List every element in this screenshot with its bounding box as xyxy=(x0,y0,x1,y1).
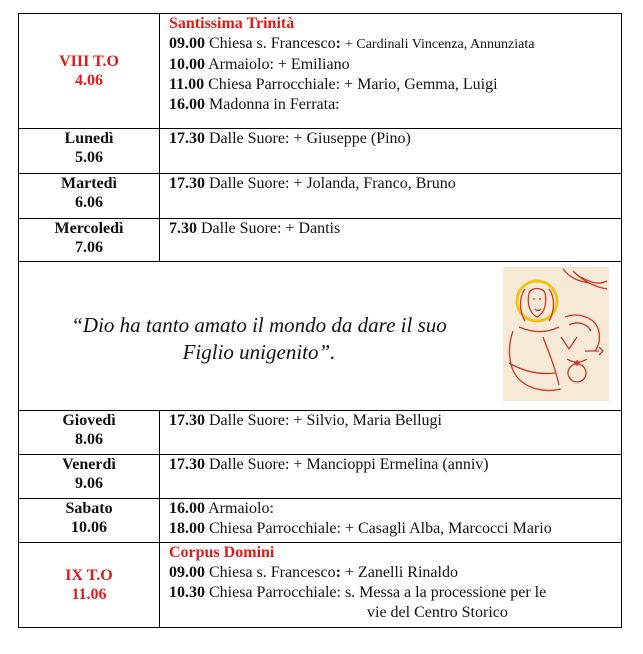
date: 11.06 xyxy=(71,586,107,603)
day-cell xyxy=(19,129,160,174)
events-cell xyxy=(160,543,622,628)
schedule-row-sunday-11-06 xyxy=(19,543,622,628)
event-line: 10.00 Armaiolo: + Emiliano xyxy=(169,56,350,73)
date: 6.06 xyxy=(75,194,103,211)
quote-line-1: “Dio ha tanto amato il mondo da dare il suo xyxy=(71,313,447,337)
day-cell xyxy=(19,14,160,129)
events-cell xyxy=(160,455,622,499)
day-cell xyxy=(19,543,160,628)
feast-title: Corpus Domini xyxy=(169,544,275,561)
feast-title: Santissima Trinità xyxy=(169,15,295,32)
schedule-row-sunday-4-06 xyxy=(19,14,622,129)
schedule-row-monday xyxy=(19,129,622,174)
liturgical-week: VIII T.O xyxy=(59,53,119,70)
schedule-row-friday xyxy=(19,455,622,499)
schedule-row-thursday xyxy=(19,411,622,455)
date: 5.06 xyxy=(75,149,103,166)
event-line: 09.00 Chiesa s. Francesco: + Cardinali Vincenza, Annunziata xyxy=(169,35,535,52)
event-line: 10.30 Chiesa Parrocchiale: s. Messa a la processione per le xyxy=(169,584,547,601)
christ-illustration-icon xyxy=(503,267,609,401)
date: 9.06 xyxy=(75,475,103,492)
day-cell xyxy=(19,499,160,543)
event-line-continuation: vie del Centro Storico xyxy=(367,604,508,621)
weekday: Martedì xyxy=(61,175,117,192)
event-line: 18.00 Chiesa Parrocchiale: + Casagli Alba, Marcocci Mario xyxy=(169,520,552,537)
events-cell xyxy=(160,14,622,129)
events-cell xyxy=(160,129,622,174)
event-line: 7.30 Dalle Suore: + Dantis xyxy=(169,220,341,237)
date: 10.06 xyxy=(71,519,107,536)
events-cell xyxy=(160,174,622,219)
weekday: Venerdì xyxy=(62,456,116,473)
event-line: 09.00 Chiesa s. Francesco: + Zanelli Rinaldo xyxy=(169,564,458,581)
weekday: Mercoledì xyxy=(54,220,124,237)
weekday: Giovedì xyxy=(62,412,116,429)
schedule-row-tuesday xyxy=(19,174,622,219)
event-line: 11.00 Chiesa Parrocchiale: + Mario, Gemma, Luigi xyxy=(169,76,498,93)
date: 8.06 xyxy=(75,431,103,448)
liturgical-week: IX T.O xyxy=(65,567,113,584)
mass-schedule-table xyxy=(18,13,622,628)
day-cell xyxy=(19,174,160,219)
date: 4.06 xyxy=(75,72,103,89)
bible-quote xyxy=(19,312,499,366)
quote-cell xyxy=(19,262,622,411)
events-cell xyxy=(160,219,622,262)
event-line: 17.30 Dalle Suore: + Mancioppi Ermelina (anniv) xyxy=(169,456,489,473)
event-line: 17.30 Dalle Suore: + Silvio, Maria Bellugi xyxy=(169,412,442,429)
event-line: 16.00 Armaiolo: xyxy=(169,500,274,517)
events-cell xyxy=(160,499,622,543)
event-line: 16.00 Madonna in Ferrata: xyxy=(169,96,340,113)
quote-line-2: Figlio unigenito”. xyxy=(182,340,336,364)
quote-row xyxy=(19,262,622,411)
day-cell xyxy=(19,219,160,262)
event-line: 17.30 Dalle Suore: + Giuseppe (Pino) xyxy=(169,130,411,147)
event-line: 17.30 Dalle Suore: + Jolanda, Franco, Bruno xyxy=(169,175,456,192)
weekday: Sabato xyxy=(65,500,113,517)
day-cell xyxy=(19,455,160,499)
schedule-row-wednesday xyxy=(19,219,622,262)
date: 7.06 xyxy=(75,239,103,256)
day-cell xyxy=(19,411,160,455)
weekday: Lunedì xyxy=(64,130,114,147)
schedule-row-saturday xyxy=(19,499,622,543)
events-cell xyxy=(160,411,622,455)
